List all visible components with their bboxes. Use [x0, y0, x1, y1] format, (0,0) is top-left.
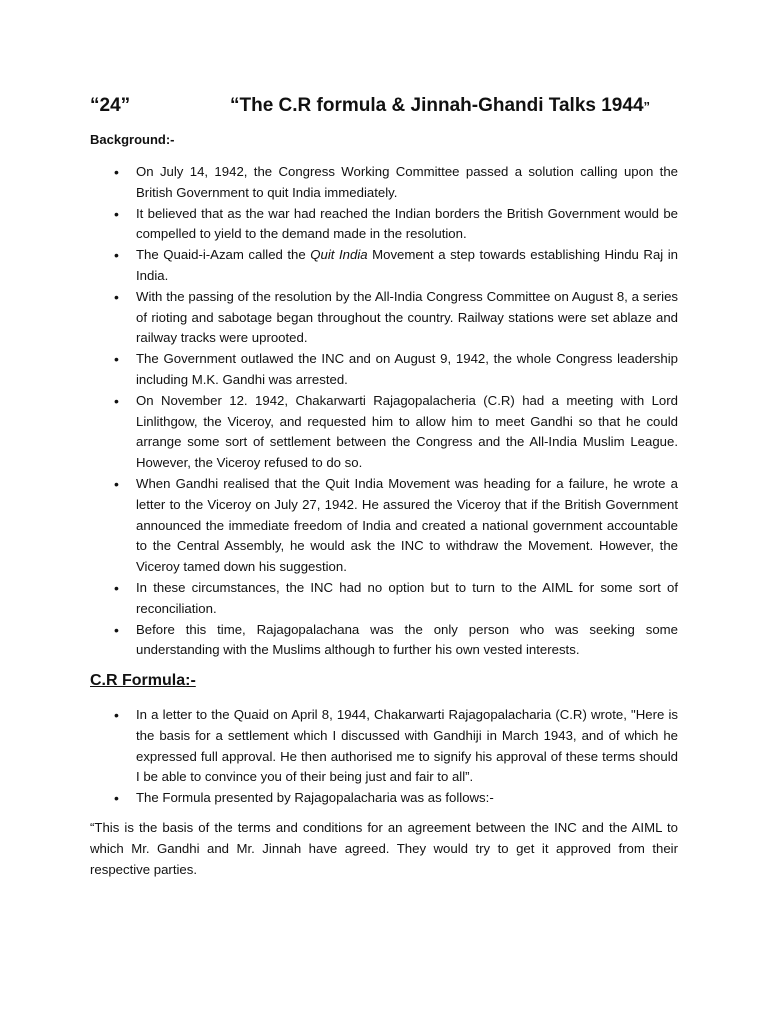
list-item-text: Before this time, Rajagopalachana was the only person who was seeking some understanding with the Muslims although to further his own vested interests. — [136, 621, 678, 658]
list-item — [90, 245, 678, 287]
list-item — [90, 578, 678, 620]
list-item — [90, 788, 678, 809]
chapter-title — [230, 94, 650, 119]
list-item-text: In a letter to the Quaid on April 8, 1944, Chakarwarti Rajagopalacharia (C.R) wrote, "Here is the basis for a settlement which I discussed with Gandhiji in March 1943, and of which he expressed full approval. He then authorised me to signify his approval of these terms should I be able to convince you of their being just and fair to all”. — [136, 707, 678, 785]
list-item-text: With the passing of the resolution by the All-India Congress Committee on August 8, a series of rioting and sabotage began throughout the country. Railway stations were set ablaze and railway tracks were uprooted. — [136, 288, 678, 346]
list-item-text: On July 14, 1942, the Congress Working Committee passed a solution calling upon the British Government to quit India immediately. — [136, 164, 678, 200]
list-item — [90, 287, 678, 349]
list-item — [90, 474, 678, 578]
list-item-text: When Gandhi realised that the Quit India Movement was heading for a failure, he wrote a letter to the Viceroy on July 27, 1942. He assured the Viceroy that if the British Government announced the immediate freedom of India and created a national government accountable to the Central Assembly, he would ask the INC to withdraw the Movement. However, the Viceroy tamed down his suggestion. — [136, 475, 678, 575]
list-item-text: The Formula presented by Rajagopalacharia was as follows:- — [136, 790, 494, 806]
list-item-text: The Government outlawed the INC and on August 9, 1942, the whole Congress leadership including M.K. Gandhi was arrested. — [136, 351, 678, 387]
list-item-emphasis: Quit India — [310, 247, 368, 263]
list-item — [90, 162, 678, 204]
list-item-text: It believed that as the war had reached the Indian borders the British Government would be compelled to yield to the demand made in the resolution. — [136, 205, 678, 242]
formula-quote-paragraph: “This is the basis of the terms and conditions for an agreement between the INC and the AIML to which Mr. Gandhi and Mr. Jinnah have agreed. They would try to get it approved from their respective parties. — [90, 820, 678, 877]
list-item-text: On November 12. 1942, Chakarwarti Rajagopalacheria (C.R) had a meeting with Lord Linlithgow, the Viceroy, and requested him to allow him to meet Gandhi so that he could arrange some sort of settlement between the Congress and the All-India Muslim League. However, the Viceroy refused to do so. — [136, 392, 678, 471]
list-item — [90, 391, 678, 474]
list-item — [90, 349, 678, 391]
background-label: Background:- — [90, 132, 175, 147]
list-item-text-before: The Quaid-i-Azam called the — [136, 247, 311, 263]
cr-formula-list — [90, 705, 678, 809]
list-item-text-after: Movement a step towards establishing Hindu Raj in India. — [136, 247, 679, 283]
chapter-title-close-quote: ” — [643, 99, 651, 114]
chapter-title-text: “The C.R formula & Jinnah-Ghandi Talks 1944 — [230, 95, 644, 116]
list-item — [90, 204, 678, 246]
cr-formula-heading: C.R Formula:- — [90, 672, 196, 689]
list-item — [90, 705, 678, 788]
list-item — [90, 620, 678, 662]
list-item-text: In these circumstances, the INC had no option but to turn to the AIML for some sort of reconciliation. — [136, 579, 678, 616]
background-list — [90, 162, 678, 661]
chapter-number: “24” — [90, 95, 131, 116]
